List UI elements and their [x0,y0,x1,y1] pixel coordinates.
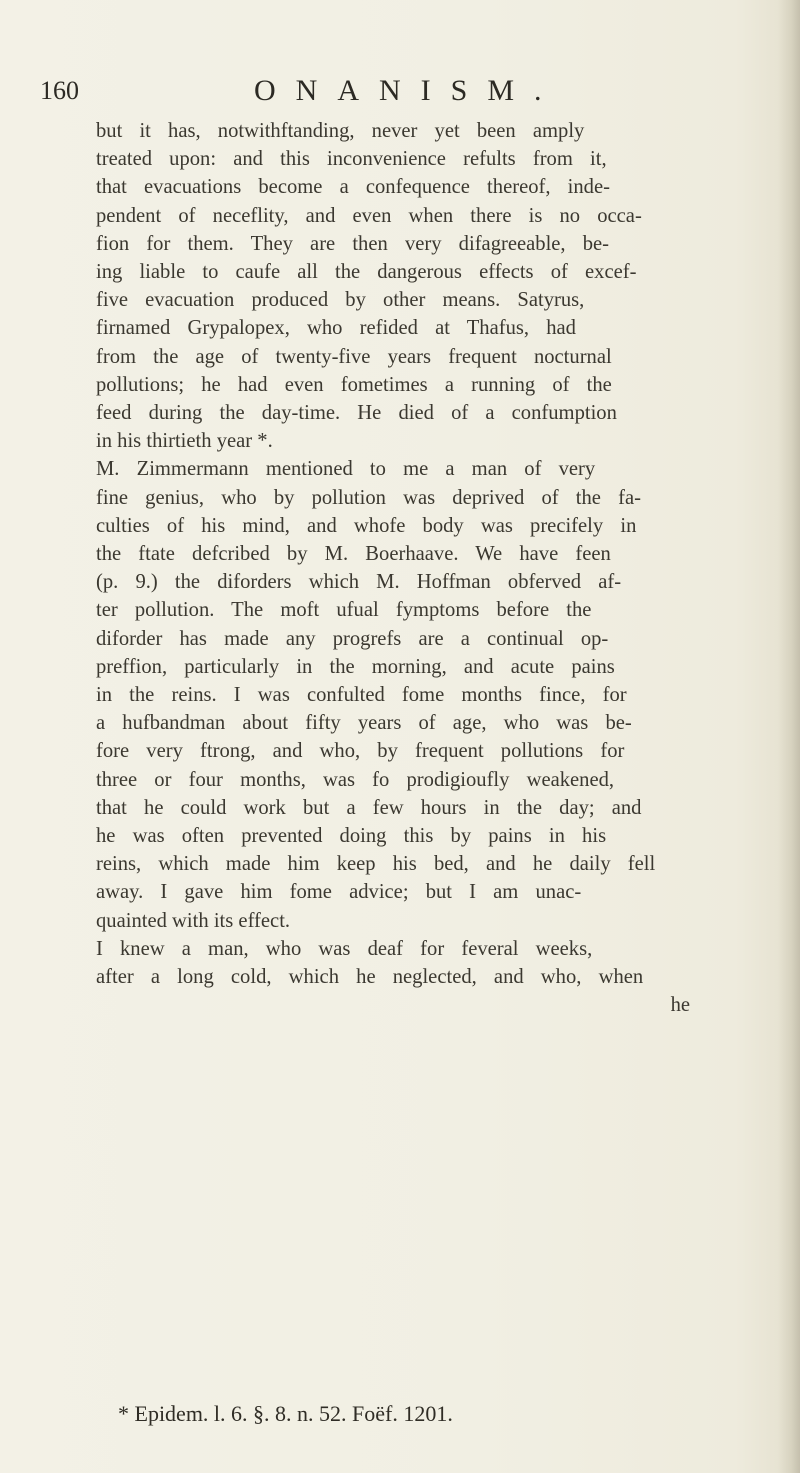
text-line: ter pollution. The moft ufual fymptoms before the [96,599,592,622]
text-line: preffion, particularly in the morning, and acute pains [96,655,615,678]
text-line: he was often prevented doing this by pains in his [96,825,607,848]
text-line: culties of his mind, and whofe body was precifely in [96,514,637,537]
text-line: that he could work but a few hours in the day; and [96,796,642,819]
text-line: away. I gave him fome advice; but I am unac- [96,881,582,904]
page-number: 160 [40,76,79,105]
text-line: three or four months, was fo prodigioufly weakened, [96,768,615,791]
text-line: that evacuations become a confequence thereof, inde- [96,176,610,199]
body-text [96,117,696,1020]
text-line: firnamed Grypalopex, who refided at Thafus, had [96,317,576,340]
text-line: pendent of neceflity, and even when there is no occa- [96,204,642,227]
text-line: treated upon: and this inconvenience refults from it, [96,148,607,171]
text-line: ing liable to caufe all the dangerous effects of excef- [96,261,637,284]
text-line: but it has, notwithftanding, never yet been amply [96,120,585,142]
text-line: fine genius, who by pollution was deprived of the fa- [96,486,641,509]
text-line: a hufbandman about fifty years of age, who was be- [96,712,632,735]
text-line: M. Zimmermann mentioned to me a man of very [96,458,596,481]
text-line: feed during the day-time. He died of a confumption [96,402,617,425]
text-line: the ftate defcribed by M. Boerhaave. We have feen [96,543,611,566]
text-line: in his thirtieth year *. [96,430,273,453]
text-line: in the reins. I was confulted fome months fince, for [96,684,627,707]
page-header [40,70,740,120]
text-line: pollutions; he had even fometimes a running of the [96,373,612,396]
page-edge-shadow [778,0,800,1473]
text-line: after a long cold, which he neglected, and who, when [96,966,644,989]
text-line: fore very ftrong, and who, by frequent pollutions for [96,740,625,763]
text-line: I knew a man, who was deaf for feveral weeks, [96,937,593,960]
text-line: quainted with its effect. [96,909,291,932]
text-line: five evacuation produced by other means. Satyrus, [96,289,585,312]
text-line: reins, which made him keep his bed, and he daily fell [96,853,656,876]
text-line: diforder has made any progrefs are a continual op- [96,627,609,650]
footnote: * Epidem. l. 6. §. 8. n. 52. Foëf. 1201. [118,1401,453,1426]
catchword: he [670,994,690,1017]
text-line: fion for them. They are then very difagreeable, be- [96,232,610,255]
text-line: (p. 9.) the diforders which M. Hoffman obferved af- [96,571,622,594]
running-title: ONANISM. [254,74,562,107]
text-line: from the age of twenty-five years frequent nocturnal [96,345,612,368]
